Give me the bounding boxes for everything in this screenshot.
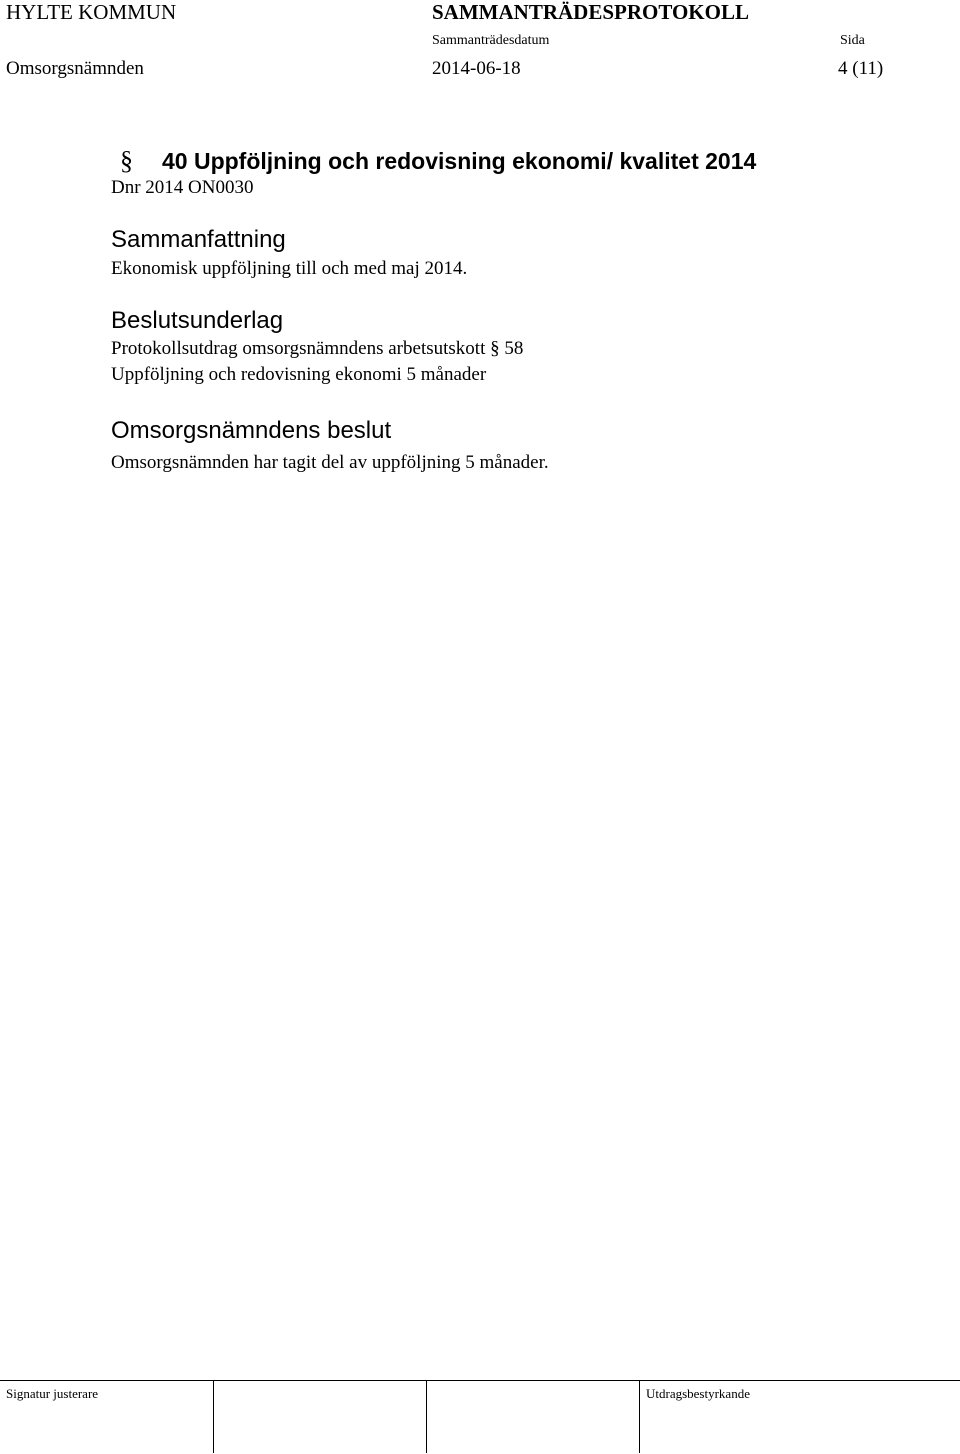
meeting-date: 2014-06-18 — [432, 58, 521, 79]
summary-heading: Sammanfattning — [111, 226, 286, 253]
signature-cell — [426, 1381, 640, 1453]
extract-cell — [639, 1381, 960, 1453]
signature-table — [0, 1380, 960, 1453]
municipality-name: HYLTE KOMMUN — [6, 0, 177, 24]
page-label: Sida — [840, 33, 865, 48]
section-sign: § — [120, 146, 133, 175]
basis-heading: Beslutsunderlag — [111, 307, 284, 334]
document-type: SAMMANTRÄDESPROTOKOLL — [432, 0, 749, 24]
decision-heading: Omsorgsnämndens beslut — [111, 417, 392, 444]
summary-text: Ekonomisk uppföljning till och med maj 2014. — [111, 258, 468, 279]
basis-item: Uppföljning och redovisning ekonomi 5 månader — [111, 364, 487, 385]
page-number: 4 (11) — [838, 58, 884, 79]
decision-text: Omsorgsnämnden har tagit del av uppföljning 5 månader. — [111, 452, 549, 473]
paragraph-title: 40 Uppföljning och redovisning ekonomi/ kvalitet 2014 — [162, 148, 757, 174]
meeting-date-label: Sammanträdesdatum — [432, 33, 550, 48]
registration-number: Dnr 2014 ON0030 — [111, 177, 254, 198]
signature-cell — [0, 1381, 213, 1453]
signature-cell — [213, 1381, 427, 1453]
signature-label: Signatur justerare — [6, 1386, 99, 1401]
extract-label: Utdragsbestyrkande — [646, 1386, 750, 1401]
committee-name: Omsorgsnämnden — [6, 58, 144, 79]
basis-item: Protokollsutdrag omsorgsnämndens arbetsutskott § 58 — [111, 338, 524, 359]
